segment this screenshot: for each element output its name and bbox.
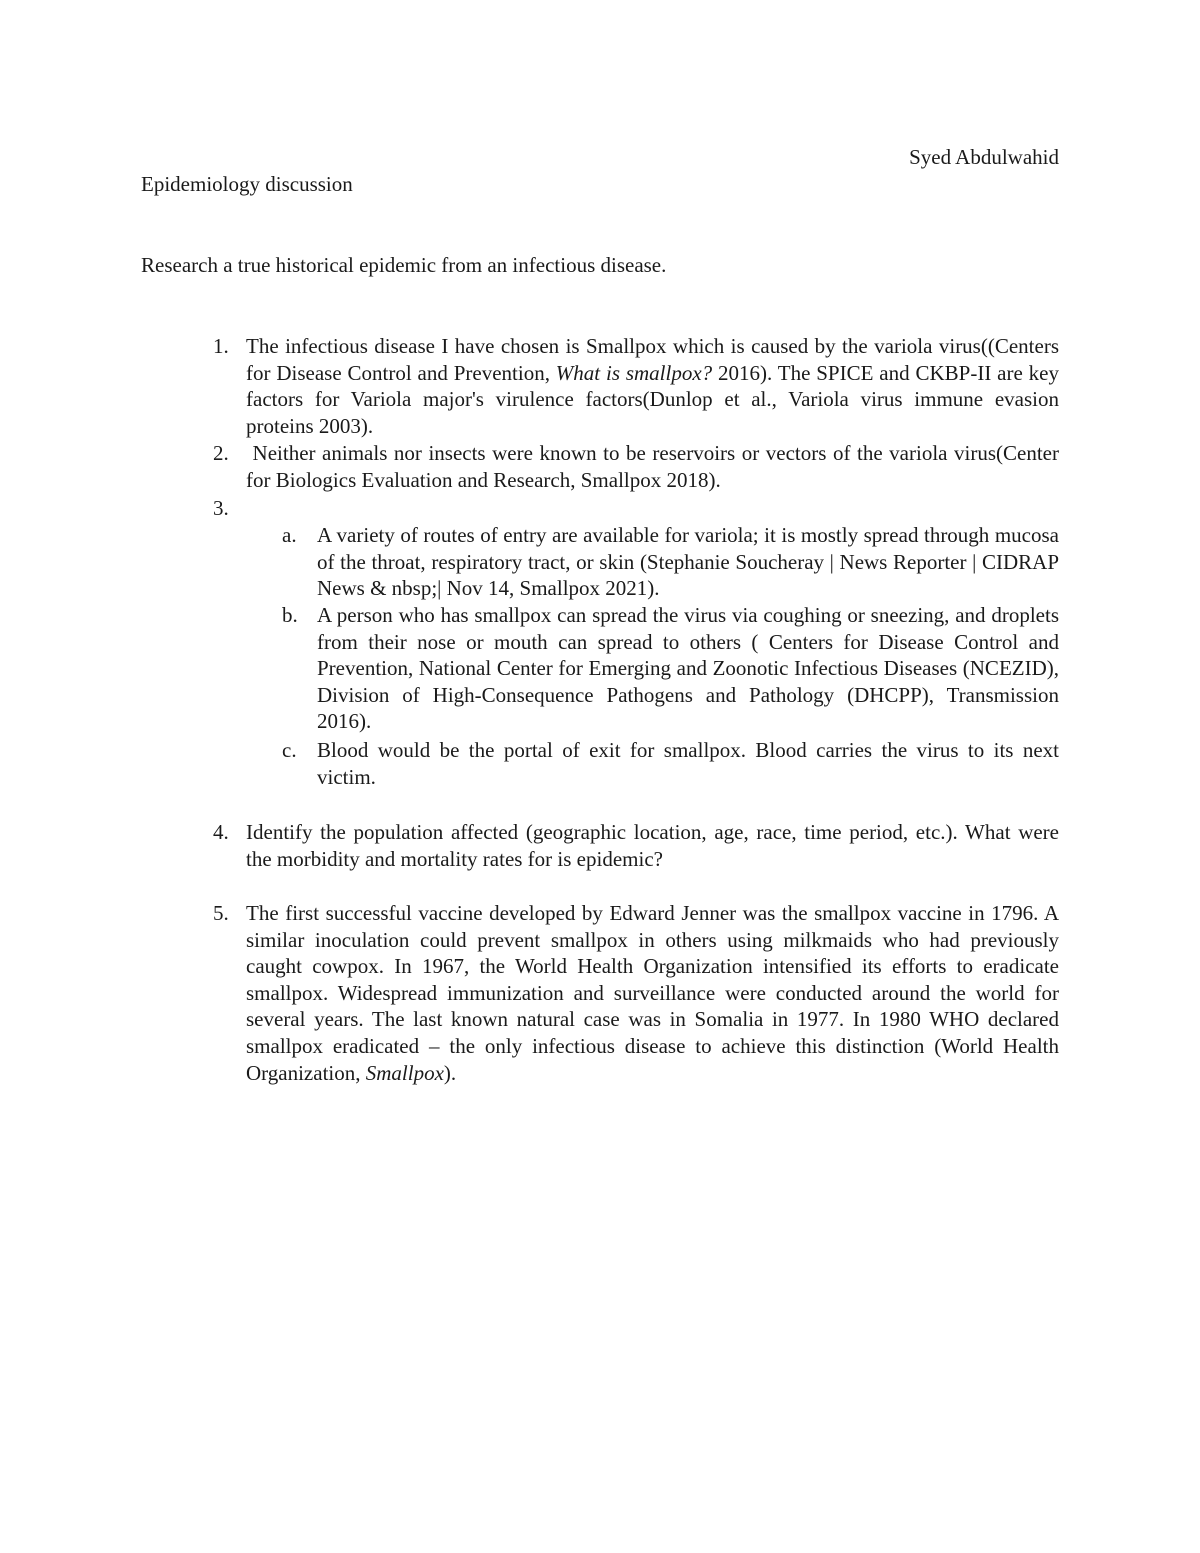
list-number: 5. (213, 901, 229, 925)
document-title: Epidemiology discussion (141, 172, 353, 196)
list-item-5 (141, 900, 1059, 1086)
text-run: The first successful vaccine developed by Edward Jenner was the smallpox vaccine in 1796. A similar inoculation could prevent smallpox in others using milkmaids who had previously caught cowpox. In 1967, the World Health Organization intensified its efforts to eradicate smallpox. Widespread immunization and surveillance were conducted around the world for several years. The last known natural case was in Somalia in 1977. In 1980 WHO declared smallpox eradicated – the only infectious disease to achieve this distinction (World Health Organization, (246, 901, 1059, 1085)
italic-title: Smallpox (365, 1060, 444, 1085)
sub-item-text: A person who has smallpox can spread the virus via coughing or sneezing, and droplets from their nose or mouth can spread to others ( Centers for Disease Control and Prevention, National Center for Emerging and Zoonotic Infectious Diseases (NCEZID), Division of High-Consequence Pathogens and Pathology (DHCPP), Transmission 2016). (317, 603, 1059, 734)
list-number: 2. (213, 441, 229, 465)
sub-item-b (141, 602, 1059, 735)
list-number: 3. (213, 496, 229, 520)
list-item-1 (141, 333, 1059, 439)
list-number: 4. (213, 820, 229, 844)
list-item-text (246, 900, 1059, 1086)
sub-item-a (141, 522, 1059, 602)
list-number: 1. (213, 334, 229, 358)
list-item-text: Identify the population affected (geographic location, age, race, time period, etc.). What were the morbidity and mortality rates for is epidemic? (246, 820, 1059, 871)
list-item-4 (141, 819, 1059, 872)
sub-letter: a. (282, 523, 297, 547)
sub-item-c (141, 737, 1059, 790)
list-item-text (246, 333, 1059, 439)
sub-letter: b. (282, 603, 298, 627)
text-run: 2016). The SPICE and CKBP-II are key factors for Variola major's virulence factors(Dunlop et al., Variola virus immune evasion proteins 2003). (246, 360, 1059, 438)
author-name: Syed Abdulwahid (909, 145, 1059, 169)
text-run: The infectious disease I have chosen is Smallpox which is caused by the variola virus((Centers for Disease Control and Prevention, (246, 334, 1059, 385)
assignment-prompt: Research a true historical epidemic from an infectious disease. (141, 253, 667, 277)
list-item-2 (141, 440, 1065, 493)
text-run: ). (443, 1060, 457, 1085)
sub-item-text: Blood would be the portal of exit for smallpox. Blood carries the virus to its next victim. (317, 738, 1059, 789)
sub-item-text: A variety of routes of entry are available for variola; it is mostly spread through mucosa of the throat, respiratory tract, or skin (Stephanie Soucheray | News Reporter | CIDRAP News & nbsp;| Nov 14, Smallpox 2021). (317, 523, 1059, 601)
sub-letter: c. (282, 738, 297, 762)
list-item-text: Neither animals nor insects were known to be reservoirs or vectors of the variola virus(Center for Biologics Evaluation and Research, Smallpox 2018). (246, 441, 1065, 492)
italic-title: What is smallpox? (555, 360, 713, 385)
